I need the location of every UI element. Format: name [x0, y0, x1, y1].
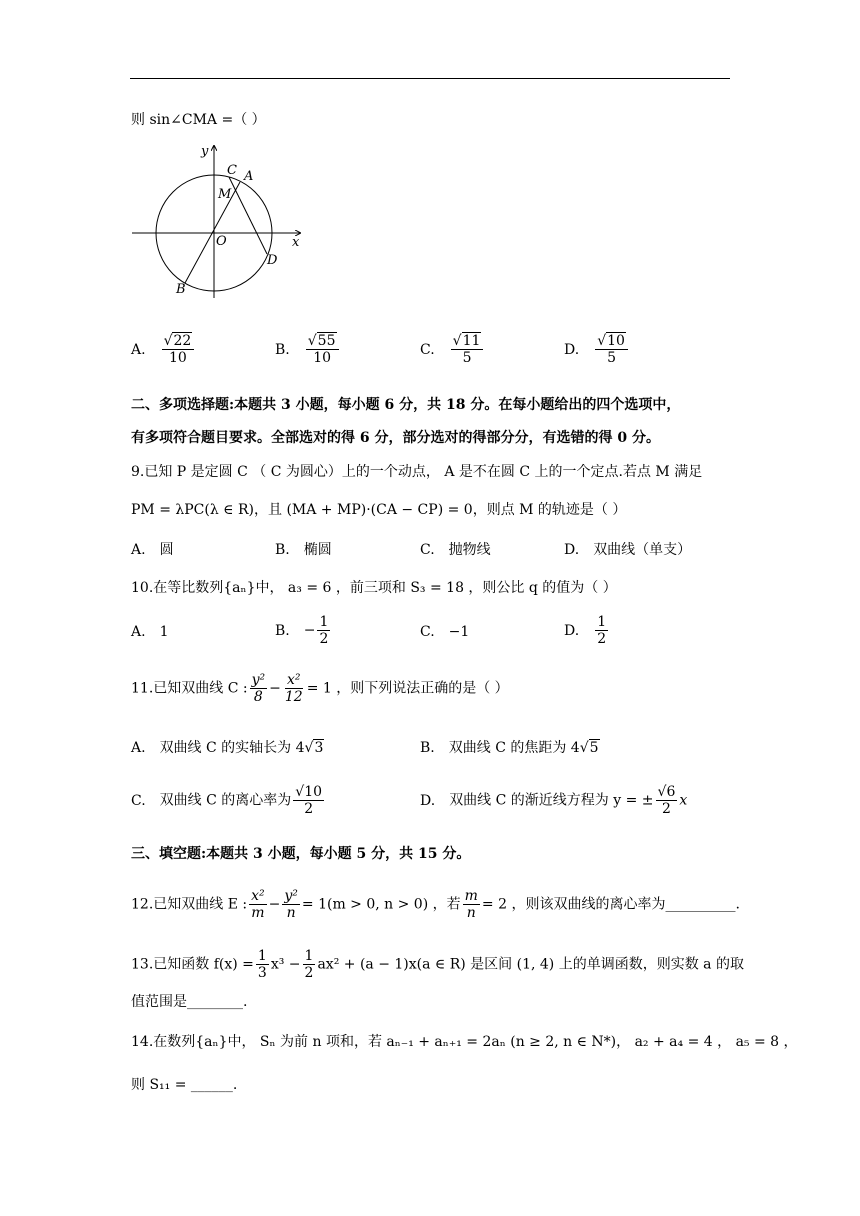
q9-option-b[interactable]: B. 椭圆 [275, 542, 332, 558]
q14-line2: 则 S₁₁ = ______. [131, 1077, 238, 1093]
q9-option-c[interactable]: C. 抛物线 [420, 542, 491, 558]
chord-cd [229, 177, 267, 254]
q9-line1: 9.已知 P 是定圆 C （ C 为圆心）上的一个动点， A 是不在圆 C 上的一个定点.若点 M 满足 [131, 464, 703, 480]
circle-figure [128, 140, 308, 300]
q8-option-b[interactable]: B. $\frac{√55}{10}$ [275, 333, 341, 366]
label-y: y [201, 144, 209, 159]
q11-option-b[interactable]: B. 双曲线 C 的焦距为 4√5 [420, 740, 599, 756]
q8-option-d[interactable]: D. $\frac{√10}{5}$ [564, 333, 630, 366]
q11-option-d[interactable]: D. 双曲线 C 的渐近线方程为 y = ± $\frac{√6}{2}$ x [420, 784, 688, 817]
header-rule [130, 78, 730, 79]
q11-option-c[interactable]: C. 双曲线 C 的离心率为 $\frac{√10}{2}$ [131, 784, 323, 817]
q14-line1: 14.在数列{aₙ}中， Sₙ 为前 n 项和，若 aₙ₋₁ + aₙ₊₁ = 2aₙ (n ≥ 2, n ∈ N*)， a₂ + a₄ = 4 ， a₅ = 8 ， [131, 1034, 798, 1050]
q8-option-c[interactable]: C. $\frac{√11}{5}$ [420, 333, 485, 366]
section2-heading-line2: 有多项符合题目要求。全部选对的得 6 分，部分选对的得部分分，有选错的得 0 分。 [131, 430, 660, 446]
label-m: M [218, 187, 232, 202]
label-o: O [216, 234, 227, 249]
q12-stem: 12.已知双曲线 E : $\frac{\text{x²}}{m}$ − $\frac{\text{y²}}{n}$ = 1(m > 0, n > 0) ，若 $\frac{m}{n}$ = 2 ，则该双曲线的离心率为__________. [131, 888, 740, 921]
q10-option-d[interactable]: D. $\frac{1}{2}$ [564, 614, 607, 647]
q9-line2: PM = λPC(λ ∈ R)，且 (MA + MP)·(CA − CP) = 0，则点 M 的轨迹是（ ） [131, 502, 627, 518]
label-c: C [227, 163, 237, 178]
section3-heading: 三、填空题:本题共 3 小题，每小题 5 分，共 15 分。 [131, 846, 471, 862]
label-a: A [244, 169, 254, 184]
q9-option-a[interactable]: A. 圆 [131, 542, 174, 558]
section2-heading-line1: 二、多项选择题:本题共 3 小题，每小题 6 分，共 18 分。在每小题给出的四个选项中， [131, 397, 681, 413]
q10-line: 10.在等比数列{aₙ}中， a₃ = 6 ，前三项和 S₃ = 18 ，则公比 q 的值为（ ） [131, 580, 617, 596]
label-d: D [267, 253, 278, 268]
q10-option-a[interactable]: A. 1 [131, 624, 169, 640]
q11-stem: 11.已知双曲线 C : $\frac{\text{y²}}{8}$ − $\frac{\text{x²}}{12}$ = 1 ，则下列说法正确的是（ ） [131, 672, 509, 705]
label-x: x [292, 235, 300, 250]
q8-tail: 则 sin∠CMA =（ ） [131, 112, 266, 128]
q10-option-b[interactable]: B. − $\frac{1}{2}$ [275, 614, 329, 647]
q11-option-a[interactable]: A. 双曲线 C 的实轴长为 4√3 [131, 740, 324, 756]
q13-line2: 值范围是________. [131, 994, 248, 1010]
q13-stem: 13.已知函数 f(x) = $\frac{1}{3}$ x³ − $\frac{1}{2}$ ax² + (a − 1)x(a ∈ R) 是区间 (1, 4) 上的单调函数，则实数 a 的取 [131, 948, 744, 981]
q8-option-a[interactable]: A. $\frac{√22}{10}$ [131, 333, 196, 366]
q10-option-c[interactable]: C. −1 [420, 624, 470, 640]
label-b: B [176, 282, 186, 297]
q9-option-d[interactable]: D. 双曲线（单支） [564, 542, 692, 558]
